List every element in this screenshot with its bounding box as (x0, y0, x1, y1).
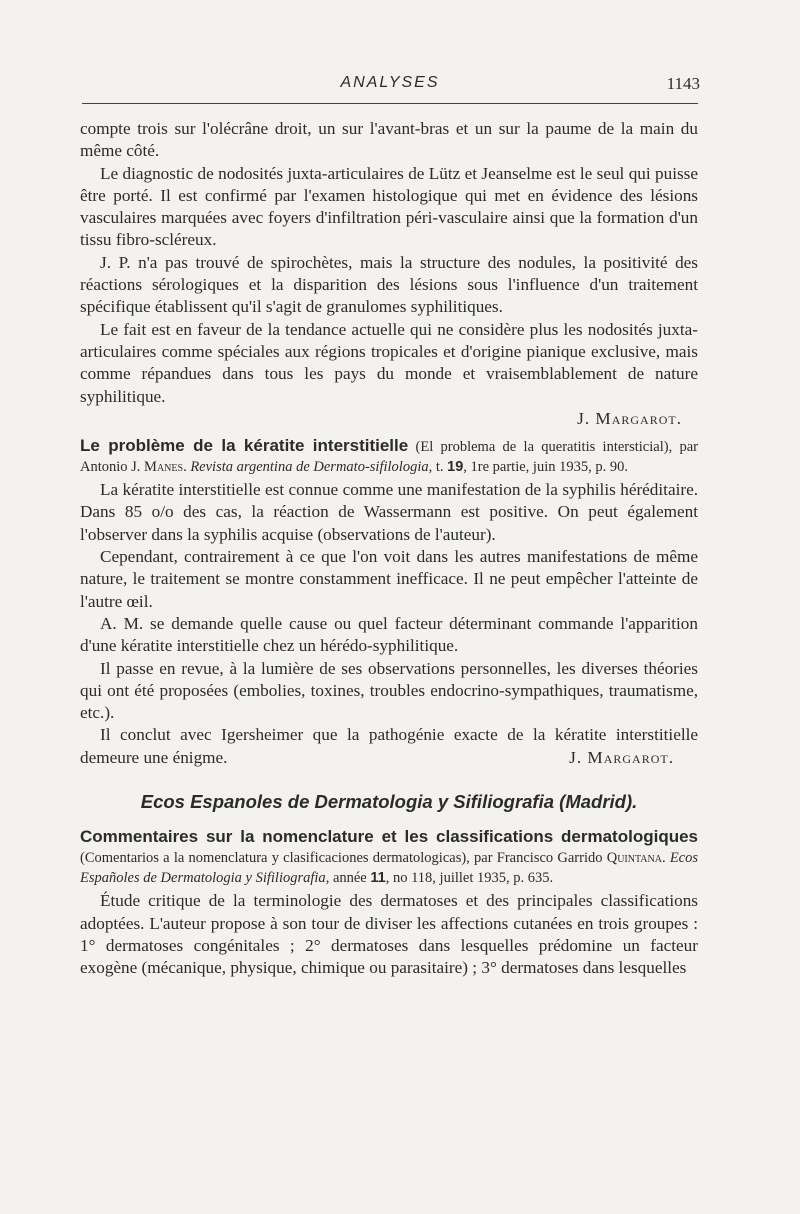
paragraph: J. P. n'a pas trouvé de spirochètes, mais la structure des nodules, la positivité des réactions sérologiques et la disparition des lésions sous l'influence d'un traitement spécifique établissent qu'il s'agit de granulomes syphilitiques. (80, 252, 698, 317)
article-title: Commentaires sur la nomenclature et les classifications dermatologiques (80, 827, 698, 847)
article-author: Manes (144, 459, 184, 476)
running-header (80, 74, 700, 100)
paragraph: Cependant, contrairement à ce que l'on voit dans les autres manifestations de même nature, le traitement se montre constamment inefficace. Il ne peut empêcher l'atteinte de l'autre œil. (80, 547, 698, 611)
paragraph: Il passe en revue, à la lumière de ses observations personnelles, les diverses théories qui ont été proposées (embolies, toxines, troubles endocrino-sympathiques, traumatisme, etc.). (80, 658, 698, 723)
signature: J. Margarot. (569, 747, 674, 767)
article-reference: Commentaires sur la nomenclature et les classifications dermatologiques (Comentarios a la nomenclatura y clasificaciones dermatologicas), par Francisco Garrido Quintana. Ecos Españoles de Dermatologia y Sifiliografia, année 11, no 118, juillet 1935, p. 635. (80, 827, 699, 887)
running-title: ANALYSES (340, 74, 440, 91)
volume-number: 19 (447, 459, 464, 476)
paragraph: compte trois sur l'olécrâne droit, un sur l'avant-bras et un sur la paume de la main du même côté. (80, 119, 698, 161)
article-author: Quintana (606, 850, 662, 867)
paragraph: Le fait est en faveur de la tendance actuelle qui ne considère plus les nodosités juxta-articulaires comme spéciales aux régions tropicales et d'origine pianique exclusive, mais comme répandues dans tous les pays du monde et vraisemblablement de nature syphilitique. (80, 319, 698, 406)
article-title: Le problème de la kératite interstitielle (80, 436, 409, 456)
paragraph: Le diagnostic de nodosités juxta-articulaires de Lütz et Jeanselme est le seul qui puisse être porté. Il est confirmé par l'examen histologique qui met en évidence des lésions vasculaires marquées avec foyers d'infiltration péri-vasculaire ainsi que la formation d'un tissu fibro-scléreux. (80, 163, 698, 250)
volume-number: 11 (370, 870, 386, 887)
header-rule (82, 103, 698, 104)
paragraph: Étude critique de la terminologie des dermatoses et des principales classifications adoptées. L'auteur propose à son tour de diviser les affections cutanées en trois groupes : 1° dermatoses congénitales ; 2° dermatoses dans lesquelles prédomine un facteur exogène (mécanique, physique, chimique ou parasitaire) ; 3° dermatoses dans lesquelles (80, 891, 698, 978)
page-body (80, 118, 698, 980)
paragraph: La kératite interstitielle est connue comme une manifestation de la syphilis héréditaire. Dans 85 o/o des cas, la réaction de Wassermann est positive. On peut également l'observer dans la syphilis acquise (observations de l'auteur). (80, 480, 698, 544)
journal-name: Ecos Españoles de Dermatologia y Sifiliografia (80, 850, 699, 887)
signature: J. Margarot. (577, 408, 682, 428)
article-reference: Le problème de la kératite interstitielle (El problema de la queratitis intersticial), par Antonio J. Manes. Revista argentina de Dermato-sifilologia, t. 19, 1re partie, juin 1935, p. 90. (80, 436, 698, 476)
journal-name: Revista argentina de Dermato-sifilologia (190, 459, 429, 476)
section-title: Ecos Espanoles de Dermatologia y Sifiliografia (Madrid). (140, 791, 638, 813)
paragraph: A. M. se demande quelle cause ou quel facteur déterminant commande l'apparition d'une kératite interstitielle chez un hérédo-syphilitique. (80, 613, 698, 656)
page-number: 1143 (666, 74, 700, 93)
paragraph: Il conclut avec Igersheimer que la pathogénie exacte de la kératite interstitielle demeure une énigme. J. Margarot. (80, 724, 698, 769)
